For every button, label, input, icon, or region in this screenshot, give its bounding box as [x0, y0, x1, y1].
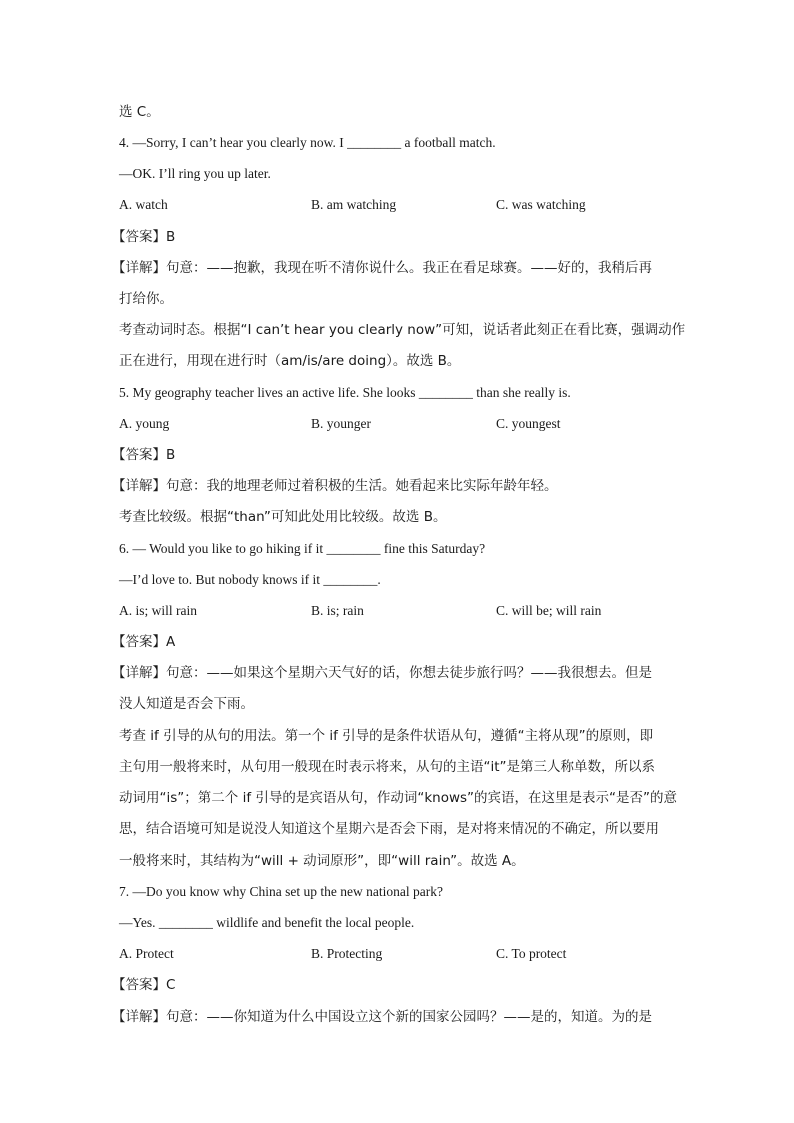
q4-detail-2: 打给你。: [119, 291, 173, 307]
q6-stem: 6. — Would you like to go hiking if it ________ fine this Saturday?: [119, 541, 486, 556]
q6-detail-3: 考查 if 引导的从句的用法。第一个 if 引导的是条件状语从句，遵循“主将从现”的原则，即: [119, 728, 654, 744]
q6-reply: —I’d love to. But nobody knows if it ________.: [119, 572, 381, 587]
answer-fragment: 选 C。: [119, 104, 160, 120]
q5-option-c: C. youngest: [496, 416, 561, 431]
q6-detail-2: 没人知道是否会下雨。: [119, 696, 254, 712]
q4-option-c: C. was watching: [496, 197, 586, 212]
q6-detail-7: 一般将来时，其结构为“will + 动词原形”，即“will rain”。故选 A。: [119, 853, 525, 869]
q7-reply: —Yes. ________ wildlife and benefit the local people.: [119, 915, 415, 930]
q6-detail-6: 思，结合语境可知是说没人知道这个星期六是否会下雨，是对将来情况的不确定，所以要用: [119, 821, 659, 837]
q6-answer: 【答案】A: [112, 634, 176, 650]
q6-option-c: C. will be; will rain: [496, 603, 602, 618]
q4-option-b: B. am watching: [311, 197, 397, 212]
q5-detail-2: 考查比较级。根据“than”可知此处用比较级。故选 B。: [119, 509, 447, 525]
q6-option-b: B. is; rain: [311, 603, 364, 618]
q6-detail-4: 主句用一般将来时，从句用一般现在时表示将来，从句的主语“it”是第三人称单数，所以系: [119, 759, 656, 775]
q7-option-a: A. Protect: [119, 946, 174, 961]
q5-option-b: B. younger: [311, 416, 371, 431]
q5-option-a: A. young: [119, 416, 170, 431]
q5-answer: 【答案】B: [112, 447, 176, 463]
q4-stem: 4. —Sorry, I can’t hear you clearly now. I ________ a football match.: [119, 135, 496, 150]
q6-detail-5: 动词用“is”；第二个 if 引导的是宾语从句，作动词“knows”的宾语，在这里是表示“是否”的意: [119, 790, 678, 806]
q4-detail-3: 考查动词时态。根据“I can’t hear you clearly now”可知，说话者此刻正在看比赛，强调动作: [119, 322, 686, 338]
q4-detail-4: 正在进行，用现在进行时（am/is/are doing）。故选 B。: [119, 353, 461, 369]
q7-option-b: B. Protecting: [311, 946, 383, 961]
q4-answer: 【答案】B: [112, 229, 176, 245]
q7-option-c: C. To protect: [496, 946, 567, 961]
q6-option-a: A. is; will rain: [119, 603, 197, 618]
q7-detail-1: 【详解】句意：——你知道为什么中国设立这个新的国家公园吗？——是的，知道。为的是: [112, 1009, 652, 1025]
q6-detail-1: 【详解】句意：——如果这个星期六天气好的话，你想去徒步旅行吗？——我很想去。但是: [112, 665, 652, 681]
q5-detail-1: 【详解】句意：我的地理老师过着积极的生活。她看起来比实际年龄年轻。: [112, 478, 558, 494]
q7-stem: 7. —Do you know why China set up the new national park?: [119, 884, 443, 899]
q4-reply: —OK. I’ll ring you up later.: [119, 166, 271, 181]
q5-stem: 5. My geography teacher lives an active life. She looks ________ than she really is.: [119, 385, 571, 400]
q7-answer: 【答案】C: [112, 977, 176, 993]
q4-option-a: A. watch: [119, 197, 168, 212]
q4-detail-1: 【详解】句意：——抱歉，我现在听不清你说什么。我正在看足球赛。——好的，我稍后再: [112, 260, 652, 276]
